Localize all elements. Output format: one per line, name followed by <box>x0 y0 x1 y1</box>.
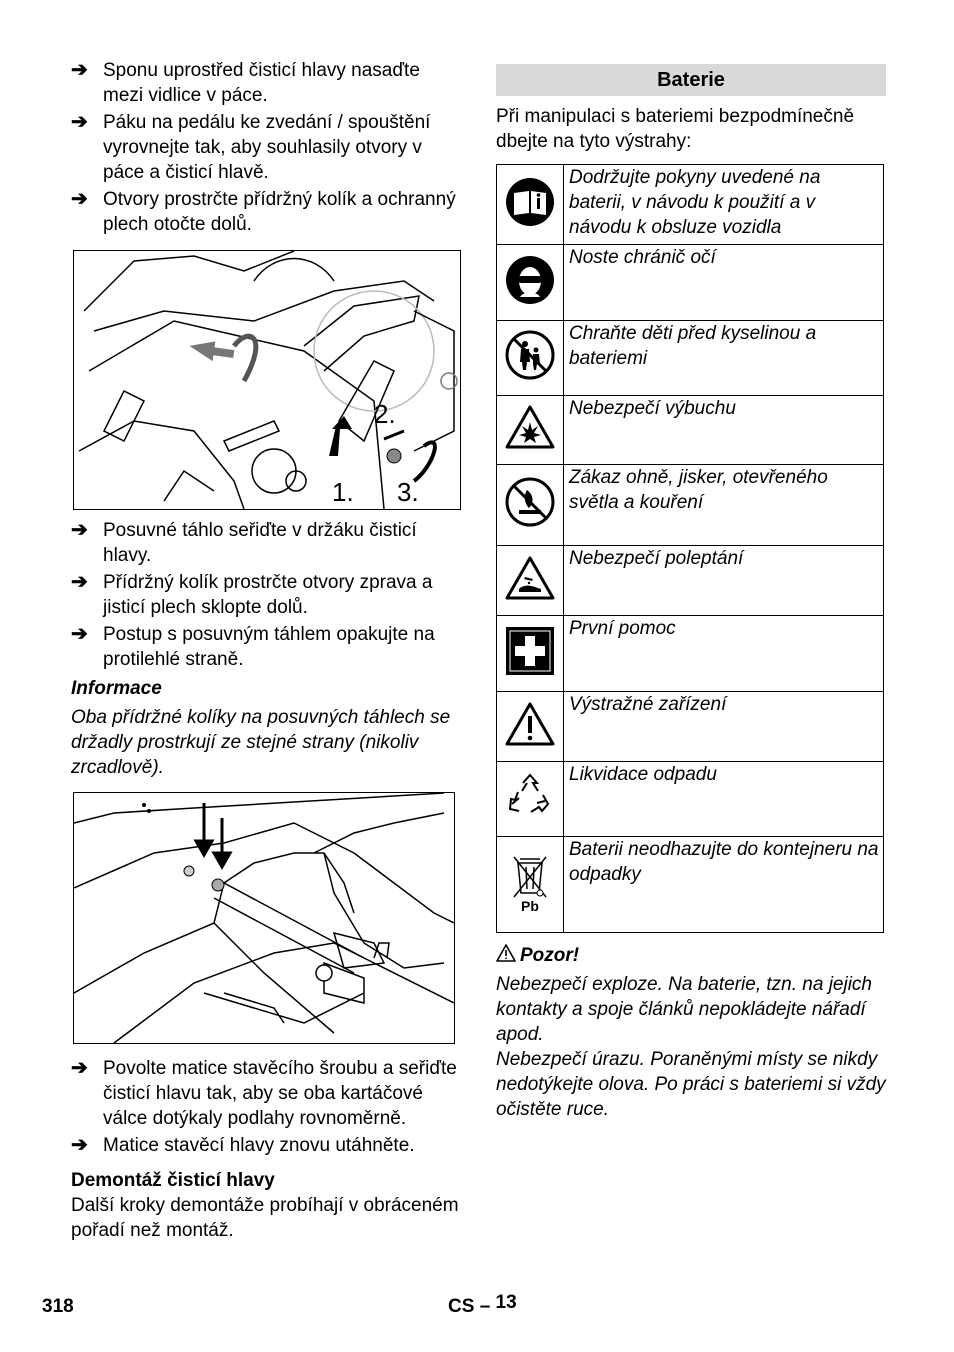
warning-text: Likvidace odpadu <box>564 762 884 837</box>
machine-illustration <box>74 251 460 509</box>
battery-intro: Při manipulaci s bateriemi bezpodmínečně dbejte na tyto výstrahy: <box>496 106 855 152</box>
warning-row <box>497 762 884 837</box>
warning-triangle-icon <box>505 701 555 747</box>
recycling-icon <box>505 771 555 821</box>
step-item: ➔ Matice stavěcí hlavy znovu utáhněte. <box>71 1134 415 1156</box>
section-heading-battery: Baterie <box>496 64 886 96</box>
keep-children-away-icon <box>505 330 555 380</box>
figure-label: 1. <box>332 477 354 507</box>
warning-row <box>497 165 884 245</box>
corrosive-icon <box>505 555 555 601</box>
warning-row <box>497 321 884 396</box>
arrow-icon: ➔ <box>71 571 88 593</box>
step-item: ➔ Páku na pedálu ke zvedání / spouštění vyrovnejte tak, aby souhlasily otvory v páce a čisticí hlavě. <box>71 111 431 183</box>
step-item: ➔ Sponu uprostřed čisticí hlavy nasaďte mezi vidlice v páce. <box>71 59 420 106</box>
first-aid-icon <box>505 626 555 676</box>
warning-text: Nebezpečí výbuchu <box>564 396 884 465</box>
dismount-text: Další kroky demontáže probíhají v obráceném pořadí než montáž. <box>71 1195 459 1241</box>
warning-row <box>497 396 884 465</box>
info-heading: Informace <box>71 678 162 699</box>
warning-row <box>497 616 884 692</box>
left-column <box>71 58 461 1243</box>
warning-row <box>497 837 884 933</box>
page-footer-lang: CS – 13 <box>448 1292 517 1317</box>
warning-text: Baterii neodhazujte do kontejneru na odpadky <box>564 837 884 933</box>
figure-label: 2. <box>374 399 396 429</box>
no-fire-icon <box>505 477 555 527</box>
warning-text: První pomoc <box>564 616 884 692</box>
warning-row <box>497 546 884 616</box>
no-bin-icon <box>510 851 550 913</box>
warning-row <box>497 692 884 762</box>
warning-text: Chraňte děti před kyselinou a bateriemi <box>564 321 884 396</box>
arrow-icon: ➔ <box>71 111 88 133</box>
eye-protection-icon <box>505 255 555 305</box>
warning-text: Dodržujte pokyny uvedené na baterii, v návodu k použití a v návodu k obsluze vozidla <box>564 165 884 245</box>
figure-mounting-head <box>73 250 461 510</box>
warning-text: Zákaz ohně, jisker, otevřeného světla a kouření <box>564 465 884 546</box>
caution-text-1: Nebezpečí exploze. Na baterie, tzn. na jejich kontakty a spoje článků nepokládejte nářadí apod. <box>496 974 872 1045</box>
warning-text: Nebezpečí poleptání <box>564 546 884 616</box>
manual-icon <box>505 177 555 227</box>
warning-row <box>497 245 884 321</box>
pb-label: Pb <box>521 897 539 913</box>
step-item: ➔ Postup s posuvným táhlem opakujte na protilehlé straně. <box>71 623 435 670</box>
arrow-icon: ➔ <box>71 623 88 645</box>
arrow-icon: ➔ <box>71 1134 88 1156</box>
arrow-icon: ➔ <box>71 519 88 541</box>
figure-label: 3. <box>397 477 419 507</box>
caution-text-2: Nebezpečí úrazu. Poraněnými místy se nikdy nedotýkejte olova. Po práci s bateriemi si vždy očistěte ruce. <box>496 1049 886 1120</box>
figure-adjust-screw <box>73 792 455 1044</box>
info-text: Oba přídržné kolíky na posuvných táhlech se držadly prostrkují ze stejné strany (nikoliv zrcadlově). <box>71 707 451 778</box>
adjustment-illustration <box>74 793 454 1043</box>
arrow-icon: ➔ <box>71 188 88 210</box>
step-item: ➔ Otvory prostrčte přídržný kolík a ochranný plech otočte dolů. <box>71 188 456 235</box>
warning-text: Výstražné zařízení <box>564 692 884 762</box>
caution-icon <box>496 944 516 962</box>
section-heading-dismount: Demontáž čisticí hlavy <box>71 1170 275 1191</box>
step-item: ➔ Povolte matice stavěcího šroubu a seřiďte čisticí hlavu tak, aby se oba kartáčové válce dotýkaly podlahy rovnoměrně. <box>71 1057 457 1129</box>
warning-text: Noste chránič očí <box>564 245 884 321</box>
step-item: ➔ Přídržný kolík prostrčte otvory zprava a jisticí plech sklopte dolů. <box>71 571 433 618</box>
warning-table <box>496 164 884 933</box>
arrow-icon: ➔ <box>71 1057 88 1079</box>
arrow-icon: ➔ <box>71 59 88 81</box>
caution-heading: Pozor! <box>496 943 886 968</box>
explosion-hazard-icon <box>505 404 555 450</box>
right-column <box>496 64 886 1122</box>
step-item: ➔ Posuvné táhlo seřiďte v držáku čisticí hlavy. <box>71 519 417 566</box>
page-number: 318 <box>42 1296 74 1317</box>
warning-row <box>497 465 884 546</box>
